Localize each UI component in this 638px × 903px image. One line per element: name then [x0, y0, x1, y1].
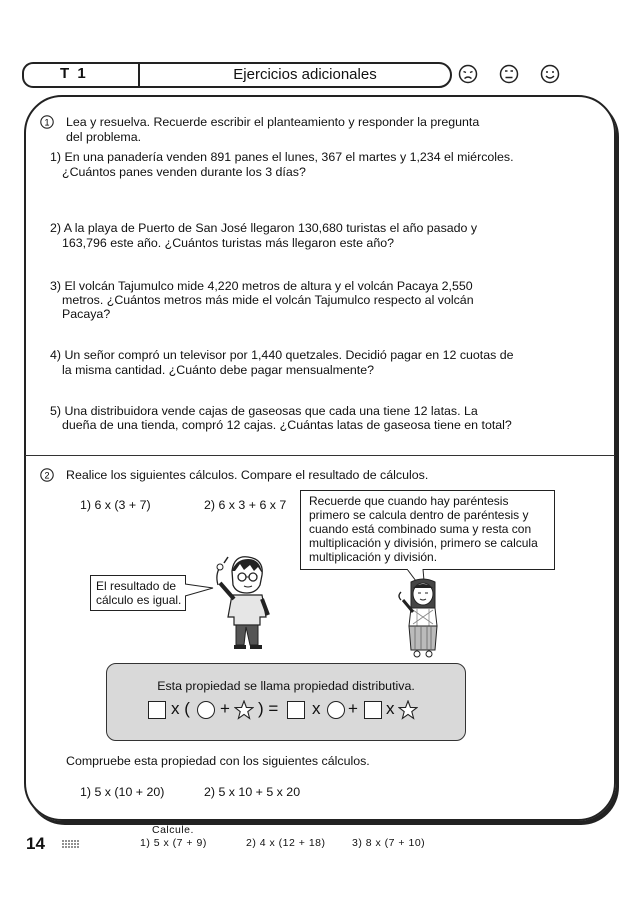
- square-icon: [364, 701, 382, 719]
- reminder-line-4: multiplicación y división, primero se calcula: [309, 536, 538, 550]
- calc-2: 2) 6 x 3 + 6 x 7: [204, 498, 287, 512]
- footer-item-2: 2) 4 x (12 + 18): [246, 837, 326, 849]
- problem-5-question: dueña de una tienda, compró 12 cajas. ¿Cuántas latas de gaseosa tiene en total?: [62, 418, 512, 432]
- formula-times: x: [386, 699, 395, 718]
- result-line-2: cálculo es igual.: [96, 593, 182, 607]
- neutral-face-icon[interactable]: [499, 64, 519, 84]
- formula-close-equals: ) =: [258, 699, 279, 718]
- footer-item-1: 1) 5 x (7 + 9): [140, 837, 207, 849]
- section-divider: [25, 455, 615, 456]
- girl-character-illustration: [395, 578, 450, 658]
- check-2: 2) 5 x 10 + 5 x 20: [204, 785, 301, 799]
- property-text: Esta propiedad se llama propiedad distributiva.: [157, 679, 415, 693]
- reminder-line-5: multiplicación y división.: [309, 550, 438, 564]
- result-speech-bubble: [90, 575, 186, 611]
- svg-text:1: 1: [44, 117, 50, 128]
- problem-4-question: la misma cantidad. ¿Cuánto debe pagar mensualmente?: [62, 363, 375, 377]
- star-icon: [234, 700, 254, 720]
- happy-face-icon[interactable]: [540, 64, 560, 84]
- check-instruction: Compruebe esta propiedad con los siguientes cálculos.: [66, 754, 370, 768]
- page-title: Ejercicios adicionales: [233, 66, 377, 83]
- svg-text:2: 2: [44, 470, 50, 481]
- footer-item-3: 3) 8 x (7 + 10): [352, 837, 426, 849]
- circle-icon: [327, 701, 345, 719]
- problem-2-question: 163,796 este año. ¿Cuántos turistas más llegaron este año?: [62, 236, 395, 250]
- reminder-line-2: primero se calcula dentro de paréntesis y: [309, 508, 529, 522]
- page-number: 14: [26, 834, 45, 853]
- section-1-instruction-cont: del problema.: [66, 130, 142, 144]
- problem-1-question: ¿Cuántos panes venden durante los 3 días?: [62, 165, 306, 179]
- problem-3-text-cont: metros. ¿Cuántos metros más mide el volcán Tajumulco respecto al volcán: [62, 293, 474, 307]
- footer-lines-icon: [62, 840, 80, 848]
- reminder-line-3: cuando está combinado suma y resta con: [309, 522, 532, 536]
- circle-icon: [197, 701, 215, 719]
- star-icon: [398, 700, 418, 720]
- square-icon: [287, 701, 305, 719]
- section-2-badge: [40, 468, 54, 482]
- formula-times: x: [312, 699, 321, 718]
- section-1-instruction: Lea y resuelva. Recuerde escribir el planteamiento y responder la pregunta: [66, 115, 480, 129]
- problem-4-text: 4) Un señor compró un televisor por 1,440 quetzales. Decidió pagar en 12 cuotas de: [50, 348, 514, 362]
- boy-character-illustration: [210, 555, 275, 650]
- sad-face-icon[interactable]: [458, 64, 478, 84]
- lesson-code: T 1: [60, 65, 88, 82]
- square-icon: [148, 701, 166, 719]
- reminder-speech-bubble: [300, 490, 555, 570]
- calc-1: 1) 6 x (3 + 7): [80, 498, 151, 512]
- problem-1-text: 1) En una panadería venden 891 panes el lunes, 367 el martes y 1,234 el miércoles.: [50, 150, 514, 164]
- section-1-badge: [40, 115, 54, 129]
- footer-label: Calcule.: [152, 824, 194, 836]
- header-divider: [138, 62, 140, 88]
- formula-plus: +: [348, 699, 358, 718]
- result-line-1: El resultado de: [96, 579, 177, 593]
- formula-times-paren: x (: [171, 699, 190, 718]
- section-2-instruction: Realice los siguientes cálculos. Compare el resultado de cálculos.: [66, 468, 429, 482]
- problem-5-text: 5) Una distribuidora vende cajas de gaseosas que cada una tiene 12 latas. La: [50, 404, 478, 418]
- reminder-line-1: Recuerde que cuando hay paréntesis: [309, 494, 509, 508]
- formula-plus: +: [220, 699, 230, 718]
- problem-2-text: 2) A la playa de Puerto de San José llegaron 130,680 turistas el año pasado y: [50, 221, 478, 235]
- problem-3-text: 3) El volcán Tajumulco mide 4,220 metros de altura y el volcán Pacaya 2,550: [50, 279, 473, 293]
- check-1: 1) 5 x (10 + 20): [80, 785, 165, 799]
- problem-3-question: Pacaya?: [62, 307, 111, 321]
- distributive-formula: [146, 700, 426, 724]
